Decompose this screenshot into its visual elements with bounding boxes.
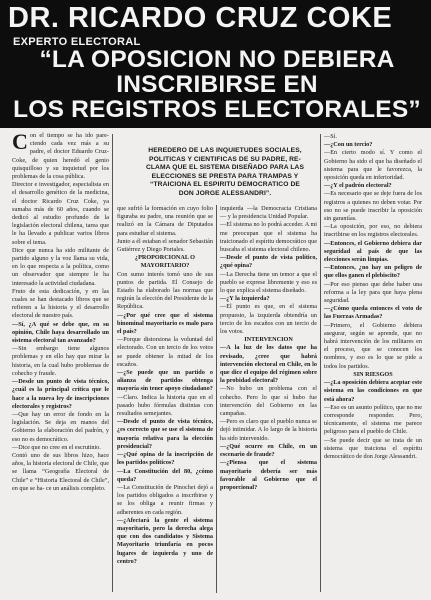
paragraph: —No hubo un problema con el cohecho. Pero lo que sí hubo fue intervención del Gobierno en las campañas. — [220, 385, 317, 418]
paragraph: —Dice que no cree en el escrutinio. — [12, 443, 101, 451]
paragraph: Dice que nunca ha sido militante de partido alguno y la voz llama su vida, en lo que respecta a la política, como un observador que siempre le ha interesado la actividad ciudadana. — [12, 246, 109, 287]
column-divider — [112, 134, 113, 592]
question: —A la luz de los datos que ha revisado, ¿cree que habrá intervención electoral en Chile, en lo que dice el equipo del régimen sobre la probidad electoral? — [220, 344, 317, 385]
paragraph: Junto a él estaban el senador Sebastián Gutiérrez y Diego Portales. — [117, 237, 213, 254]
question: —La Constitución del 80, ¿cómo queda? — [117, 467, 213, 483]
paragraph: —Pero es claro que el pueblo nunca se dejó intimidar. A lo largo de la historia ha sido intervenido. — [220, 418, 317, 442]
paragraph: —Primero, el Gobierno debiera asegurar, según se aprende, que no habrá intervención de los militares en el proceso, que se conocen los nombres, y eso es lo que se pide a todos los partidos. — [324, 321, 422, 370]
paragraph: —Sí. — [324, 133, 337, 140]
question: —¿Y el padrón electoral? — [324, 182, 392, 190]
headline-quote-line: INSCRIBIRSE EN — [116, 71, 318, 98]
question: —¿Afectará la gente el sistema mayoritario, pero la derecha alega que con dos candidatos y Sistema Mayoritario triunfaría en pocos lugares de izquierda y uno de centro? — [117, 516, 213, 565]
lede-line: CLAMA QUE EL SISTEMA DISEÑADO PARA LAS — [145, 164, 305, 172]
paragraph: Director e investigador, especialista en el desarrollo genético de la medicina, el doctor Ricardo Cruz Coke, ya sumaba más de 60 años, cuando se dedicó al estudio profundo de la legislación electoral chilena, tarea que le ha llevado a publicar varios libros sobre el tema. — [12, 181, 109, 246]
column-divider — [216, 205, 217, 593]
question: —¿Qué opina de la inscripción de los partidos políticos? — [117, 451, 213, 467]
paragraph: —Eso es un asunto político, que no me corresponde responder. Pero, técnicamente, el sistema me parece peligroso para el pueblo de Chile. — [324, 403, 422, 436]
paragraph: —Por eso pienso que debe haber una reforma a la ley para que haya plena seguridad. — [324, 280, 422, 305]
article-column-4 — [324, 133, 422, 594]
paragraph: —La Derecha tiene un temor a que el pueblo se exprese libremente y eso es lo que explica el sistema diseñado. — [220, 270, 317, 295]
paragraph: —El punto es que, en el sistema propuesto, la izquierda obtendría un tercio de los escaños con un tercio de los votos. — [220, 303, 317, 336]
question: —Sí, ¿A qué se debe que, en su opinión, Chile haya desarrollado un sistema electoral tan avanzado? — [12, 320, 109, 345]
paragraph: Con sumo interés tomó uno de sus puntos de partida. El Consejo de Estado ha elaborado las normas que regirán la elección del Presidente de la República. — [117, 270, 213, 311]
paragraph: —Se puede decir que se trata de un sistema que traiciona el espíritu democrático de don Jorge Alessandri. — [324, 436, 422, 460]
question: —¿La oposición debiera aceptar este sistema en las condiciones en que está ahora? — [324, 379, 422, 403]
question: —¿Qué ocurre en Chile, en un escenario de fraude? — [220, 442, 317, 459]
interviewee-name: DR. RICARDO CRUZ COKE — [8, 2, 393, 34]
headline-quote — [12, 47, 422, 122]
question: —Entonces, el Gobierno debiera dar seguridad al país de que las elecciones serán limpias. — [324, 239, 422, 264]
question: —¿Piensa que el sistema mayoritario debería ser más favorable al Gobierno que el proporcional? — [220, 459, 317, 491]
interviewee-role: EXPERTO ELECTORAL — [13, 36, 141, 48]
paragraph: —Sin embargo tiene algunos problemas y en ello hay que mirar la historia, en la cual hubo problemas de cohecho y fraude. — [12, 345, 109, 377]
paragraph: —En cierto modo sí. Y como el Gobierno ha sido el que ha diseñado el sistema para que le favorezca, la oposición queda en inferioridad. — [324, 149, 422, 182]
paragraph: —Es necesario que se deje fuera de los registros a quienes no deben votar. Por eso no se puede inscribir la oposición sin garantías. — [324, 190, 422, 223]
question: —¿Por qué cree que el sistema binominal mayoritario es malo para el país? — [117, 311, 213, 336]
paragraph: inquierda —la Democracia Cristiana— y la presidencia Unidad Popular. — [220, 205, 317, 221]
paragraph: —La Constitución de Pinochet dejó a los partidos obligados a inscribirse y se los obliga a reunir firmas y adherentes en cada región. — [117, 483, 213, 516]
lede-line: “TRAICIONA EL ESPIRITU DEMOCRATICO DE — [150, 181, 300, 189]
article-column-3 — [220, 205, 317, 594]
question: —Desde el punto de vista técnico, ¿es correcto que se use el sistema de mayoría relativa para la elección presidencial? — [117, 418, 213, 450]
paragraph: Contó uno de sus libros hizo, hace años, la historia electoral de Chile, que se llama “Geografía Electoral de Chile” e “Historia Electoral de Chile”, en que se ha- ce un análisis completo. — [12, 451, 109, 492]
question: —Desde el punto de vista político, ¿qué opina? — [220, 254, 317, 270]
question: —Entonces, ¿no hay un peligro de que ellos ganen el plebiscito? — [324, 264, 422, 280]
paragraph: —Que hay un error de fondo en la legislación. Se deja en manos del Gobierno la elaboración del padrón, y eso no es democrático. — [12, 410, 109, 443]
paragraph: que sufrió la formación en cuyo folio figuraba su padre, una reunión que se realizó en la Cámara de Diputados para estudiar el sistema. — [117, 205, 213, 237]
section-subhead: INTERVENCION — [244, 336, 293, 344]
paragraph: —El sistema no lo podrá acceder. A mi me preocupan que el sistema ha traicionado el espíritu democrático que buscaba el sistema electoral chileno. — [220, 221, 317, 254]
drop-cap: C — [12, 132, 28, 154]
question: —¿Cómo queda entonces el voto de las Fuerzas Armadas? — [324, 305, 422, 321]
article-column-1 — [12, 132, 109, 594]
paragraph: —La oposición, por eso, no debiera inscribirse en los registros electorales. — [324, 223, 422, 239]
headline-quote-line: “LA OPOSICION NO DEBIERA — [39, 46, 395, 73]
column-divider — [320, 134, 321, 592]
headline-banner — [0, 0, 431, 128]
lede-line: POLITICAS Y CIENTIFICAS DE SU PADRE, RE- — [149, 155, 301, 163]
section-subhead: SIN RIESGOS — [353, 370, 393, 378]
headline-quote-line: LOS REGISTROS ELECTORALES” — [13, 96, 421, 123]
paragraph: —Claro. Indica la historia que en el pasado hubo fórmulas distintas con resultados semejantes. — [117, 393, 213, 418]
question: —¿Con un tercio? — [324, 141, 373, 149]
section-subhead: ¿PROPORCIONAL O MAYORITARIO? — [135, 254, 195, 270]
question: —Desde un punto de vista técnico, ¿cuál es la principal crítica que le hace a la nueva ley de inscripciones electorales y registros? — [12, 378, 109, 410]
article-lede — [115, 147, 335, 199]
paragraph: on el tiempo se ha ido pare- ciendo cada vez más a su padre, el doctor Eduardo Cruz-Coke, de quien heredó el genio quisquilloso y su inquietud por los problemas de la cosa pública. — [12, 132, 109, 181]
article-column-2 — [117, 205, 213, 594]
paragraph: —Porque distorsiona la voluntad del electorado. Con un tercio de los votos se puede obtener la mitad de los escaños. — [117, 336, 213, 368]
lede-line: DON JORGE ALESSANDRI”. — [178, 189, 272, 197]
lede-line: HEREDERO DE LAS INQUIETUDES SOCIALES, — [148, 147, 302, 154]
lede-line: ELECCIONES SE PRESTA PARA TRAMPAS Y — [151, 172, 299, 180]
question: —¿Se puede que un partido o alianza de partidos obtenga mayoría sin tener apoyo ciudadano? — [117, 369, 213, 393]
paragraph: Fruto de esta dedicación, y en las cuales se han destacado libros que se refieren a la historia y el desarrollo electoral de nuestro país. — [12, 287, 109, 320]
question: —¿Y la izquierda? — [220, 295, 270, 303]
